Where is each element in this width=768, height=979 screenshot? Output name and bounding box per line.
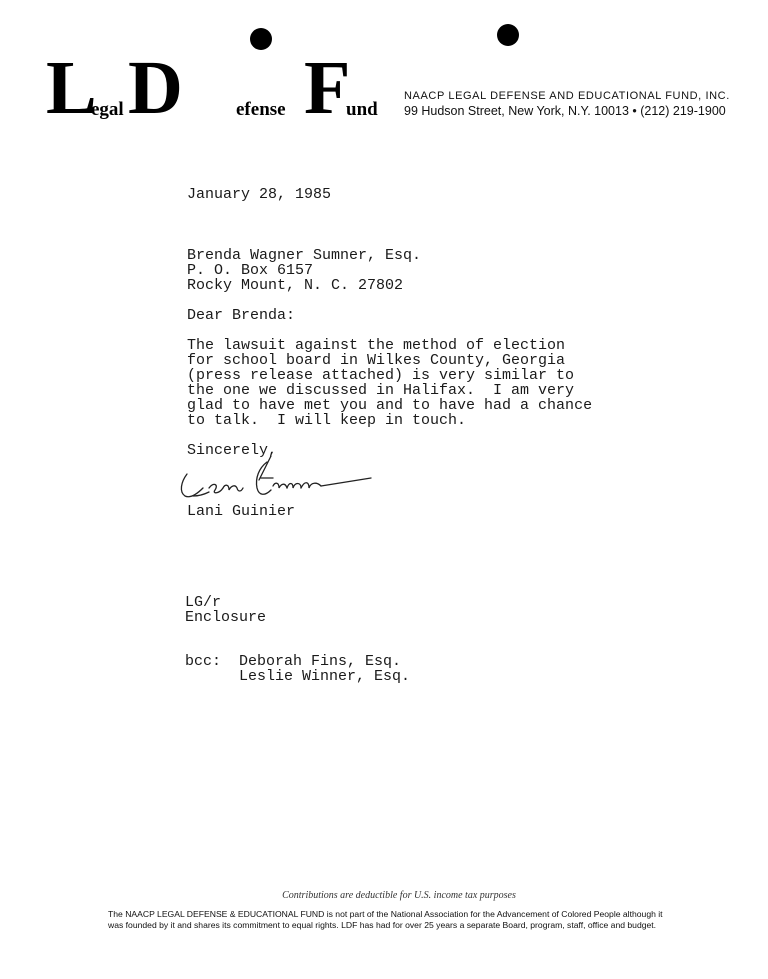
recipient-po-box: P. O. Box 6157 <box>187 262 314 279</box>
scales-of-justice-icon <box>184 64 230 110</box>
hole-punch-left <box>250 28 272 50</box>
body-line: to talk. I will keep in touch. <box>187 412 467 429</box>
bcc-recipient: Deborah Fins, Esq. <box>239 653 402 670</box>
body-line: the one we discussed in Halifax. I am very <box>187 382 575 399</box>
body-line: glad to have met you and to have had a chance <box>187 397 593 414</box>
handwritten-signature <box>175 452 375 508</box>
organization-name: NAACP LEGAL DEFENSE AND EDUCATIONAL FUND, INC. <box>404 90 730 102</box>
body-line: (press release attached) is very similar to <box>187 367 575 384</box>
closing: Sincerely, <box>187 442 278 459</box>
recipient-name: Brenda Wagner Sumner, Esq. <box>187 247 422 264</box>
bcc-label: bcc: <box>185 653 222 670</box>
footer-disclaimer-line: was founded by it and shares its commitment to equal rights. LDF has had for over 25 years a separate Board, program, staff, office and budget. <box>108 920 657 930</box>
ldf-logo <box>46 46 396 130</box>
body-line: The lawsuit against the method of election <box>187 337 566 354</box>
organization-address: 99 Hudson Street, New York, N.Y. 10013 • (212) 219-1900 <box>404 104 726 118</box>
bcc-recipient: Leslie Winner, Esq. <box>239 668 411 685</box>
letter-date: January 28, 1985 <box>187 186 332 203</box>
logo-letter-f: F <box>304 46 351 130</box>
logo-letter-d: D <box>128 46 183 130</box>
initials: LG/r <box>185 594 222 611</box>
salutation: Dear Brenda: <box>187 307 296 324</box>
footer-disclaimer-line: The NAACP LEGAL DEFENSE & EDUCATIONAL FUND is not part of the National Association for the Advancement of Colored People although it <box>108 909 663 919</box>
hole-punch-right <box>497 24 519 46</box>
logo-word-efense: efense <box>236 99 286 120</box>
body-line: for school board in Wilkes County, Georgia <box>187 352 566 369</box>
tax-deductible-note: Contributions are deductible for U.S. income tax purposes <box>282 890 516 901</box>
logo-word-egal: egal <box>91 99 124 120</box>
logo-word-und: und <box>346 99 378 120</box>
recipient-city: Rocky Mount, N. C. 27802 <box>187 277 404 294</box>
logo-letter-l: L <box>46 46 97 130</box>
enclosure: Enclosure <box>185 609 267 626</box>
signature-name: Lani Guinier <box>187 503 296 520</box>
